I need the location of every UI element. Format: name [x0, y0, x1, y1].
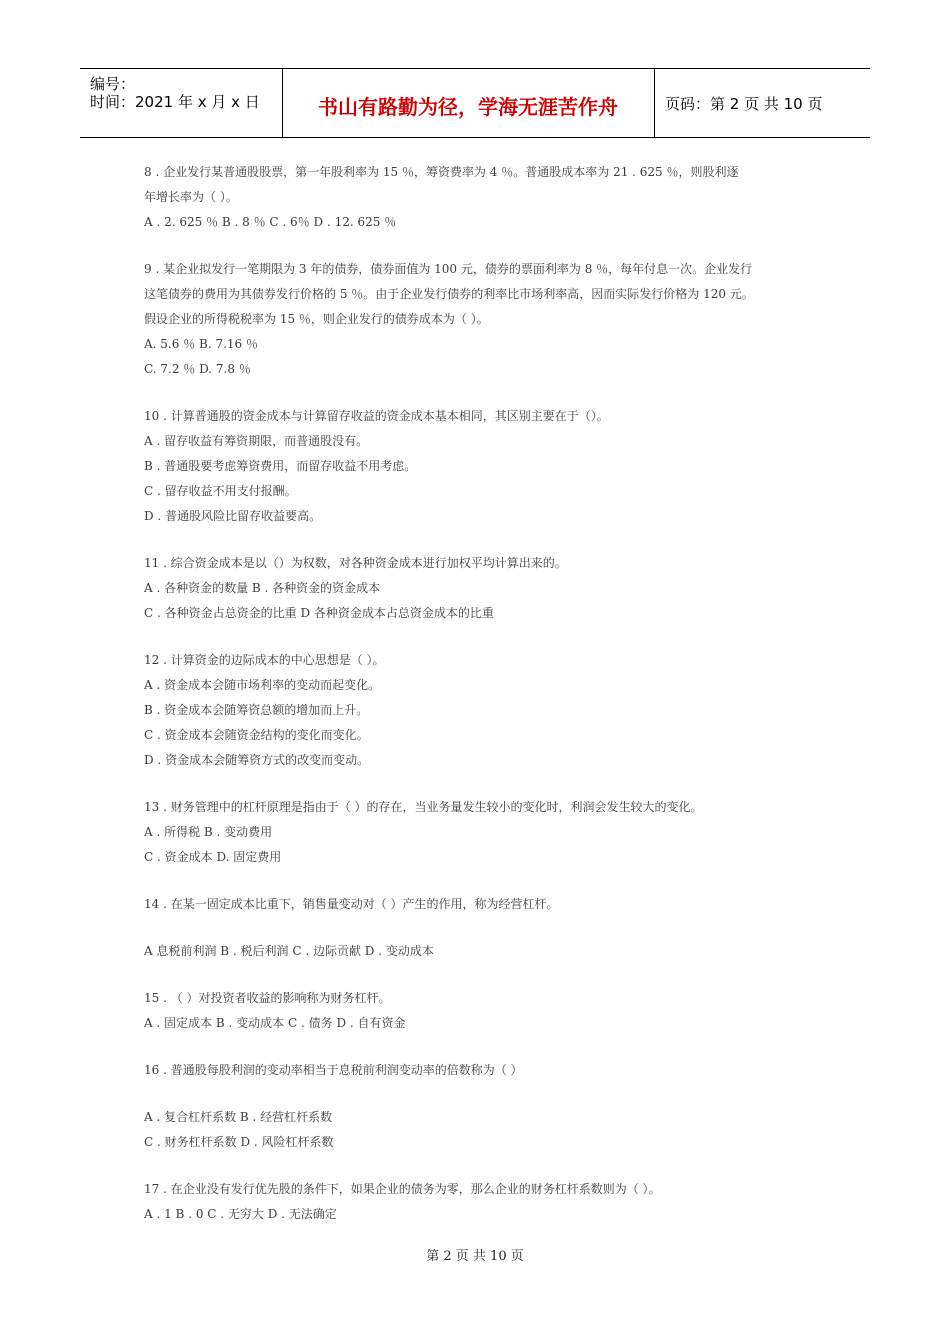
question-line: A . 资金成本会随市场利率的变动而起变化。: [144, 678, 381, 692]
question-line: D . 资金成本会随筹资方式的改变而变动。: [144, 753, 370, 767]
question-line: A 息税前利润 B . 税后利润 C . 边际贡献 D . 变动成本: [144, 944, 434, 958]
question-line: 这笔债券的费用为其债券发行价格的 5 ％。由于企业发行债券的利率比市场利率高，因而实际发行价格为 120 元。: [144, 287, 754, 301]
number-label: 编号：: [90, 75, 136, 93]
header-page-cell: [655, 69, 870, 137]
page-info: 页码：第 2 页 共 10 页: [665, 95, 823, 113]
blank-line: [144, 917, 804, 939]
question-line: C. 7.2 ％ D. 7.8 ％: [144, 362, 251, 376]
question-text: 16 . 普通股每股利润的变动率相当于息税前利润变动率的倍数称为（ ）: [144, 1063, 523, 1077]
question-block: [144, 795, 804, 870]
question-line: 年增长率为（ ）。: [144, 190, 238, 204]
question-line: 假设企业的所得税税率为 15 ％，则企业发行的债券成本为（ ）。: [144, 312, 489, 326]
question-line: C . 资金成本 D. 固定费用: [144, 850, 282, 864]
question-line: C . 各种资金占总资金的比重 D 各种资金成本占总资金成本的比重: [144, 606, 494, 620]
question-text: 11 . 综合资金成本是以（）为权数，对各种资金成本进行加权平均计算出来的。: [144, 556, 567, 570]
question-block: [144, 551, 804, 626]
question-line: A . 复合杠杆系数 B . 经营杠杆系数: [144, 1110, 333, 1124]
question-line: D . 普通股风险比留存收益要高。: [144, 509, 322, 523]
question-text: 15 . （ ）对投资者收益的影响称为财务杠杆。: [144, 991, 391, 1005]
question-line: C . 财务杠杆系数 D . 风险杠杆系数: [144, 1135, 334, 1149]
question-line: B . 资金成本会随筹资总额的增加而上升。: [144, 703, 369, 717]
question-block: [144, 986, 804, 1036]
question-line: A . 固定成本 B . 变动成本 C . 债务 D . 自有资金: [144, 1016, 406, 1030]
question-line: B . 普通股要考虑筹资费用，而留存收益不用考虑。: [144, 459, 417, 473]
question-line: A . 留存收益有筹资期限，而普通股没有。: [144, 434, 369, 448]
question-text: 13 . 财务管理中的杠杆原理是指由于（ ）的存在，当业务量发生较小的变化时，利润会发生较大的变化。: [144, 800, 703, 814]
page-footer: 第 2 页 共 10 页: [426, 1249, 524, 1264]
header-meta-cell: [80, 69, 283, 137]
header-motto-cell: [282, 69, 655, 137]
question-text: 10 . 计算普通股的资金成本与计算留存收益的资金成本基本相同，其区别主要在于（）。: [144, 409, 609, 423]
question-line: A . 1 B . 0 C . 无穷大 D . 无法确定: [144, 1207, 337, 1221]
question-line: C . 留存收益不用支付报酬。: [144, 484, 297, 498]
question-line: A . 各种资金的数量 B . 各种资金的资金成本: [144, 581, 381, 595]
question-text: 9 . 某企业拟发行一笔期限为 3 年的债券，债券面值为 100 元，债券的票面利率为 8 ％，每年付息一次。企业发行: [144, 262, 753, 276]
page-header: [80, 68, 870, 138]
question-text: 14 . 在某一固定成本比重下，销售量变动对（ ）产生的作用，称为经营杠杆。: [144, 897, 559, 911]
motto-text: 书山有路勤为径，学海无涯苦作舟: [318, 95, 618, 119]
question-line: A. 5.6 ％ B. 7.16 ％: [144, 337, 258, 351]
question-block: [144, 404, 804, 529]
question-block: [144, 892, 804, 964]
question-line: A . 2. 625 ％ B . 8 ％ C . 6％ D . 12. 625 ％: [144, 215, 397, 229]
date-label: 时间：2021 年 x 月 x 日: [90, 93, 260, 111]
question-line: A . 所得税 B . 变动费用: [144, 825, 273, 839]
question-block: [144, 257, 804, 382]
question-block: [144, 648, 804, 773]
question-block: [144, 1177, 804, 1227]
blank-line: [144, 1083, 804, 1105]
question-block: [144, 1058, 804, 1155]
question-list: [144, 160, 804, 1249]
question-block: [144, 160, 804, 235]
question-line: C . 资金成本会随资金结构的变化而变化。: [144, 728, 369, 742]
question-text: 12 . 计算资金的边际成本的中心思想是（ ）。: [144, 653, 385, 667]
question-text: 17 . 在企业没有发行优先股的条件下，如果企业的债务为零，那么企业的财务杠杆系数则为（ ）。: [144, 1182, 661, 1196]
question-text: 8 . 企业发行某普通股股票，第一年股利率为 15 ％，筹资费率为 4 ％。普通股成本率为 21 . 625 ％，则股利逐: [144, 165, 739, 179]
